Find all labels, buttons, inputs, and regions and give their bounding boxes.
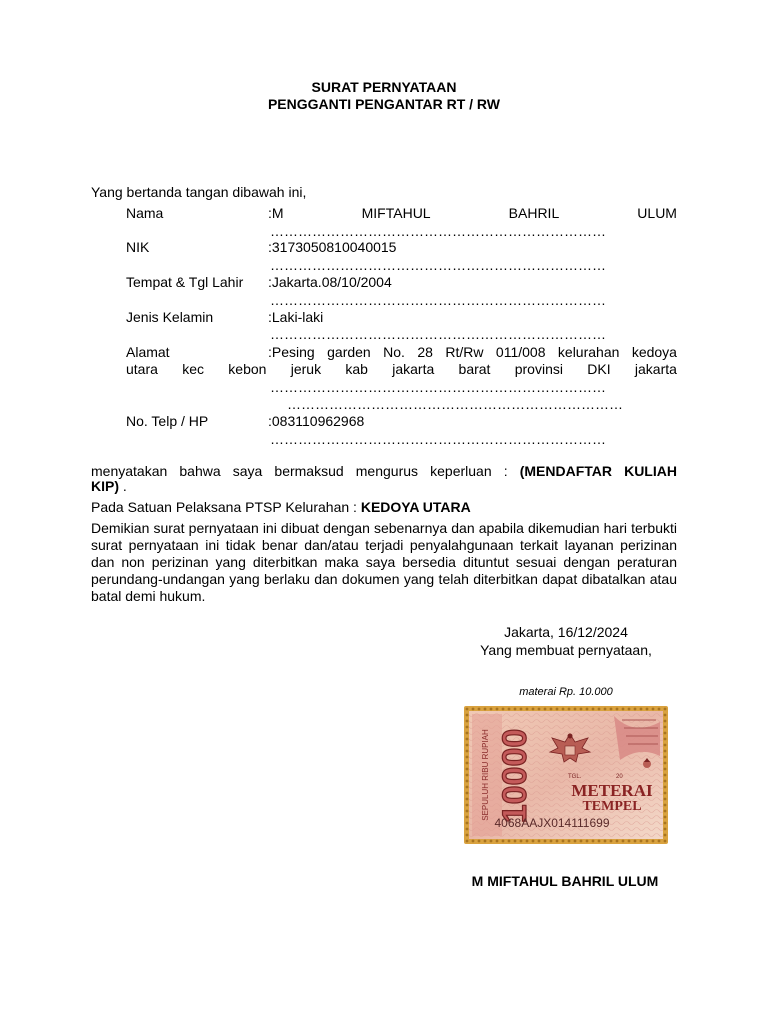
statement-word: bermaksud — [274, 463, 344, 479]
alamat-line1 — [268, 344, 677, 361]
nama-word: MIFTAHUL — [361, 205, 431, 221]
nama-word: ULUM — [637, 205, 677, 221]
telp-label: No. Telp / HP — [126, 413, 209, 429]
jk-label: Jenis Kelamin — [126, 309, 214, 325]
stamp-side-text: SEPULUH RIBU RUPIAH — [481, 729, 490, 821]
telp-value: :083110962968 — [268, 413, 365, 429]
intro-text: Yang bertanda tangan dibawah ini, — [91, 184, 307, 200]
dotted-line: ……………………………………………………………… — [270, 223, 606, 239]
alamat-word: kec — [182, 361, 204, 377]
stamp-tgl: TGL. — [568, 774, 582, 780]
alamat-word: :Pesing — [268, 344, 315, 360]
statement-word: keperluan — [430, 463, 492, 479]
dotted-line: ……………………………………………………………… — [270, 292, 606, 308]
nama-label: Nama — [126, 205, 164, 221]
alamat-word: Rt/Rw — [445, 344, 484, 360]
materai-stamp-graphic — [464, 706, 668, 844]
alamat-word: kedoya — [631, 344, 677, 360]
alamat-word: jakarta — [392, 361, 435, 377]
alamat-word: utara — [126, 361, 158, 377]
statement-line2 — [91, 478, 127, 495]
jk-value: :Laki-laki — [268, 309, 324, 325]
maker-label: Yang membuat pernyataan, — [480, 642, 652, 658]
statement-word: menyatakan — [91, 463, 168, 479]
document-title: SURAT PERNYATAAN — [311, 79, 457, 95]
stamp-year: 20 — [616, 774, 623, 780]
materai-stamp — [464, 706, 668, 844]
statement-line2-rest: . — [119, 478, 127, 494]
alamat-word: barat — [458, 361, 491, 377]
materai-caption: materai Rp. 10.000 — [519, 686, 613, 698]
stamp-serial: 4068AAJX014111699 — [494, 816, 610, 830]
alamat-word: kelurahan — [557, 344, 620, 360]
statement-word: mengurus — [355, 463, 419, 479]
alamat-word: jakarta — [634, 361, 677, 377]
ptsp-prefix: Pada Satuan Pelaksana PTSP Kelurahan : — [91, 499, 361, 515]
dotted-line: ……………………………………………………………… — [270, 431, 606, 447]
nik-label: NIK — [126, 239, 150, 255]
nama-value — [268, 205, 677, 222]
alamat-word: kebon — [228, 361, 267, 377]
alamat-word: kab — [345, 361, 368, 377]
alamat-word: jeruk — [290, 361, 322, 377]
closing-paragraph: Demikian surat pernyataan ini dibuat dengan sebenarnya dan apabila dikemudian hari terbukti surat pernyataan ini tidak benar dan/atau terjadi penyalahgunaan terkait layanan perizinan dan non perizinan yang diterbitkan maka saya bersedia dituntut sesuai dengan peraturan perundang-undangan yang berlaku dan dokumen yang telah diterbitkan dapat dibatalkan atau batal demi hukum. — [91, 520, 677, 604]
statement-word: saya — [232, 463, 263, 479]
ptsp-line — [91, 499, 471, 516]
nama-word: BAHRIL — [508, 205, 560, 221]
dotted-line: ……………………………………………………………… — [287, 396, 623, 412]
dotted-line: ……………………………………………………………… — [270, 257, 606, 273]
dotted-line: ……………………………………………………………… — [270, 326, 606, 342]
signer-name: M MIFTAHUL BAHRIL ULUM — [471, 873, 659, 889]
alamat-word: garden — [327, 344, 371, 360]
statement-word: : — [503, 463, 508, 479]
alamat-line2 — [126, 361, 677, 378]
alamat-word: provinsi — [514, 361, 563, 377]
place-date: Jakarta, 16/12/2024 — [504, 624, 628, 640]
statement-word: (MENDAFTAR — [519, 463, 612, 479]
alamat-label: Alamat — [126, 344, 170, 360]
statement-line1 — [91, 463, 677, 480]
document-subtitle: PENGGANTI PENGANTAR RT / RW — [267, 96, 501, 112]
alamat-word: 011/008 — [495, 344, 546, 360]
stamp-title-1: METERAI — [571, 781, 653, 800]
alamat-word: 28 — [417, 344, 433, 360]
ptsp-value: KEDOYA UTARA — [360, 499, 471, 515]
statement-keperluan-end: KIP) — [91, 478, 119, 494]
nik-value: :3173050810040015 — [268, 239, 397, 255]
dotted-line: ……………………………………………………………… — [270, 379, 606, 395]
statement-word: bahwa — [179, 463, 221, 479]
ttl-label: Tempat & Tgl Lahir — [126, 274, 244, 290]
ttl-value: :Jakarta.08/10/2004 — [268, 274, 392, 290]
nama-word: :M — [268, 205, 284, 221]
stamp-value: 10000 — [496, 728, 534, 824]
statement-word: KULIAH — [624, 463, 677, 479]
alamat-word: No. — [383, 344, 405, 360]
stamp-title-2: TEMPEL — [582, 799, 642, 814]
alamat-word: DKI — [587, 361, 611, 377]
